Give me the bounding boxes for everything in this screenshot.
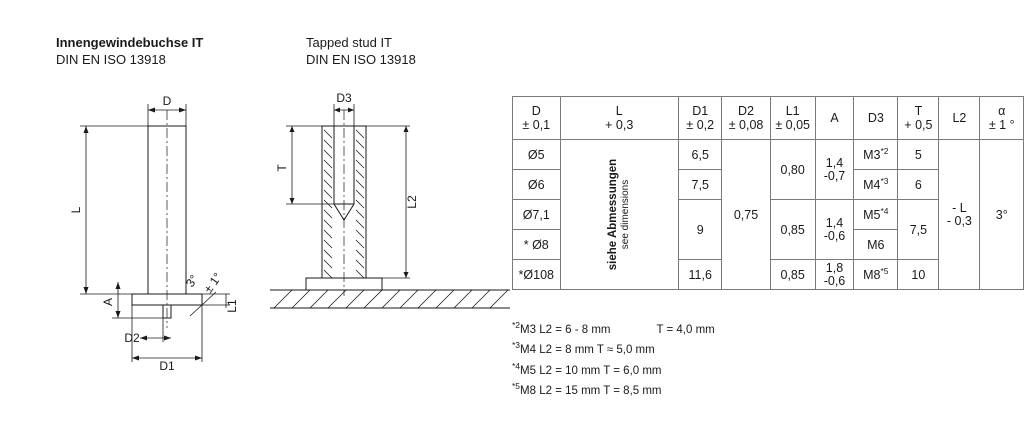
- table-header-d: [513, 97, 561, 140]
- header-d3-name: D3: [867, 111, 884, 125]
- footnote-3: [512, 359, 715, 379]
- cell-l1-a: 0,80: [770, 140, 815, 200]
- cell-alpha-all: 3°: [980, 140, 1024, 290]
- rotated-note: [607, 159, 632, 270]
- footnote-2-text: M4 L2 = 8 mm T ≈ 5,0 mm: [520, 344, 655, 357]
- header-l-tol: + 0,3: [605, 118, 634, 132]
- cell-a-2: [815, 200, 853, 260]
- header-t-name: T: [914, 104, 923, 118]
- cell-d3-5-value: M8: [863, 268, 881, 283]
- cell-a-3-lower: -0,6: [823, 273, 846, 288]
- cell-l-rotated: [560, 140, 678, 290]
- footnote-1-extra: T = 4,0 mm: [656, 323, 715, 336]
- header-d2-tol: ± 0,08: [728, 118, 764, 132]
- cell-d-1: Ø5: [513, 140, 561, 170]
- footnote-2-marker: *3: [512, 340, 521, 351]
- figure-title-left: [56, 34, 203, 68]
- table-header-d1: [678, 97, 722, 140]
- table-header-alpha: [980, 97, 1024, 140]
- header-d-tol: ± 0,1: [522, 118, 551, 132]
- label-angle: 3°: [182, 272, 202, 290]
- cell-l1-b: 0,85: [770, 200, 815, 260]
- label-angle-tolerance: ± 1°: [200, 270, 225, 296]
- footnote-1-marker: *2: [512, 320, 521, 330]
- footnote-4-marker: *5: [512, 380, 521, 391]
- header-l1-name: L1: [785, 104, 800, 118]
- cell-d3-5: [854, 260, 898, 290]
- cell-a-1: [815, 140, 853, 200]
- dimension-table: [512, 96, 1024, 290]
- cell-a-2-lower: -0,6: [823, 228, 846, 243]
- cell-d3-3-note: *4: [880, 206, 889, 217]
- cell-l2-upper: - L: [952, 200, 967, 215]
- table-header-l2: [939, 97, 980, 140]
- label-d1: D1: [159, 359, 175, 370]
- cell-d-3: Ø7,1: [513, 200, 561, 230]
- table-row: [513, 140, 1024, 170]
- cell-a-1-upper: 1,4: [825, 155, 844, 170]
- table-header-l: [560, 97, 678, 140]
- figure-title-right-main: Tapped stud IT: [306, 35, 392, 50]
- header-d1-tol: ± 0,2: [686, 118, 715, 132]
- footnote-4-text: M8 L2 = 15 mm T = 8,5 mm: [520, 384, 662, 397]
- figure-title-right: [306, 34, 416, 68]
- cell-d-4: * Ø8: [513, 230, 561, 260]
- header-a-name: A: [830, 111, 839, 125]
- cell-a-3-upper: 1,8: [825, 260, 844, 275]
- figure-title-right-sub: DIN EN ISO 13918: [306, 52, 416, 67]
- table-header-d3: [854, 97, 898, 140]
- table-header-a: [815, 97, 853, 140]
- cell-d-5: *Ø108: [513, 260, 561, 290]
- cell-d3-2: [854, 170, 898, 200]
- header-alpha-tol: ± 1 °: [988, 118, 1015, 132]
- rotated-note-de: siehe Abmessungen: [606, 158, 619, 271]
- cell-a-1-lower: -0,7: [823, 168, 846, 183]
- header-alpha-name: α: [998, 104, 1006, 118]
- cell-d1-3: 9: [678, 200, 722, 260]
- cell-d3-1-note: *2: [880, 146, 889, 157]
- cell-t-4: 10: [898, 260, 939, 290]
- cell-d1-1: 6,5: [678, 140, 722, 170]
- cell-d1-2: 7,5: [678, 170, 722, 200]
- cell-d3-1: [854, 140, 898, 170]
- table-header-d2: [722, 97, 770, 140]
- footnote-3-marker: *4: [512, 360, 521, 371]
- cell-l2-lower: - 0,3: [946, 213, 972, 228]
- header-l2-name: L2: [952, 111, 967, 125]
- footnote-1-text: M3 L2 = 6 - 8 mm: [520, 323, 611, 336]
- cell-d3-3: [854, 200, 898, 230]
- cell-d1-4: 11,6: [678, 260, 722, 290]
- table-header-l1: [770, 97, 815, 140]
- technical-drawing-internal-thread-bush: [40, 80, 270, 375]
- footnote-3-text: M5 L2 = 10 mm T = 6,0 mm: [520, 364, 662, 377]
- cell-a-3: [815, 260, 853, 290]
- header-d2-name: D2: [738, 104, 755, 118]
- footnote-2: [512, 338, 715, 358]
- footnote-4: [512, 379, 715, 399]
- footnote-1: [512, 318, 715, 338]
- label-l2: L2: [405, 195, 419, 209]
- label-d2: D2: [124, 331, 140, 345]
- cell-t-2: 6: [898, 170, 939, 200]
- technical-drawing-tapped-stud: [270, 80, 510, 335]
- cell-d2-all: 0,75: [722, 140, 770, 290]
- header-l1-tol: ± 0,05: [775, 118, 811, 132]
- label-a: A: [101, 297, 115, 307]
- dimension-table-wrapper: [512, 96, 1024, 290]
- label-l: L: [69, 206, 83, 214]
- label-l1: L1: [225, 299, 239, 313]
- label-d3: D3: [336, 91, 352, 105]
- cell-t-1: 5: [898, 140, 939, 170]
- cell-l2-all: [939, 140, 980, 290]
- table-header-row: [513, 97, 1024, 140]
- cell-l1-c: 0,85: [770, 260, 815, 290]
- label-d: D: [162, 94, 172, 108]
- cell-d3-3-value: M5: [863, 208, 881, 223]
- header-l-name: L: [615, 104, 623, 118]
- cell-d3-5-note: *5: [880, 266, 889, 277]
- header-d1-name: D1: [692, 104, 709, 118]
- cell-t-3: 7,5: [898, 200, 939, 260]
- label-t: T: [275, 164, 289, 172]
- footnotes: [512, 318, 715, 399]
- cell-d3-1-value: M3: [863, 148, 881, 163]
- figure-title-left-sub: DIN EN ISO 13918: [56, 52, 166, 67]
- cell-a-2-upper: 1,4: [825, 215, 844, 230]
- cell-d-2: Ø6: [513, 170, 561, 200]
- header-d-name: D: [531, 104, 541, 118]
- cell-d3-2-note: *3: [880, 176, 889, 187]
- cell-d3-4: M6: [854, 230, 898, 260]
- rotated-note-en: see dimensions: [619, 179, 631, 250]
- table-header-t: [898, 97, 939, 140]
- figure-title-left-main: Innengewindebuchse IT: [56, 35, 204, 50]
- cell-d3-2-value: M4: [863, 178, 881, 193]
- header-t-tol: + 0,5: [904, 118, 933, 132]
